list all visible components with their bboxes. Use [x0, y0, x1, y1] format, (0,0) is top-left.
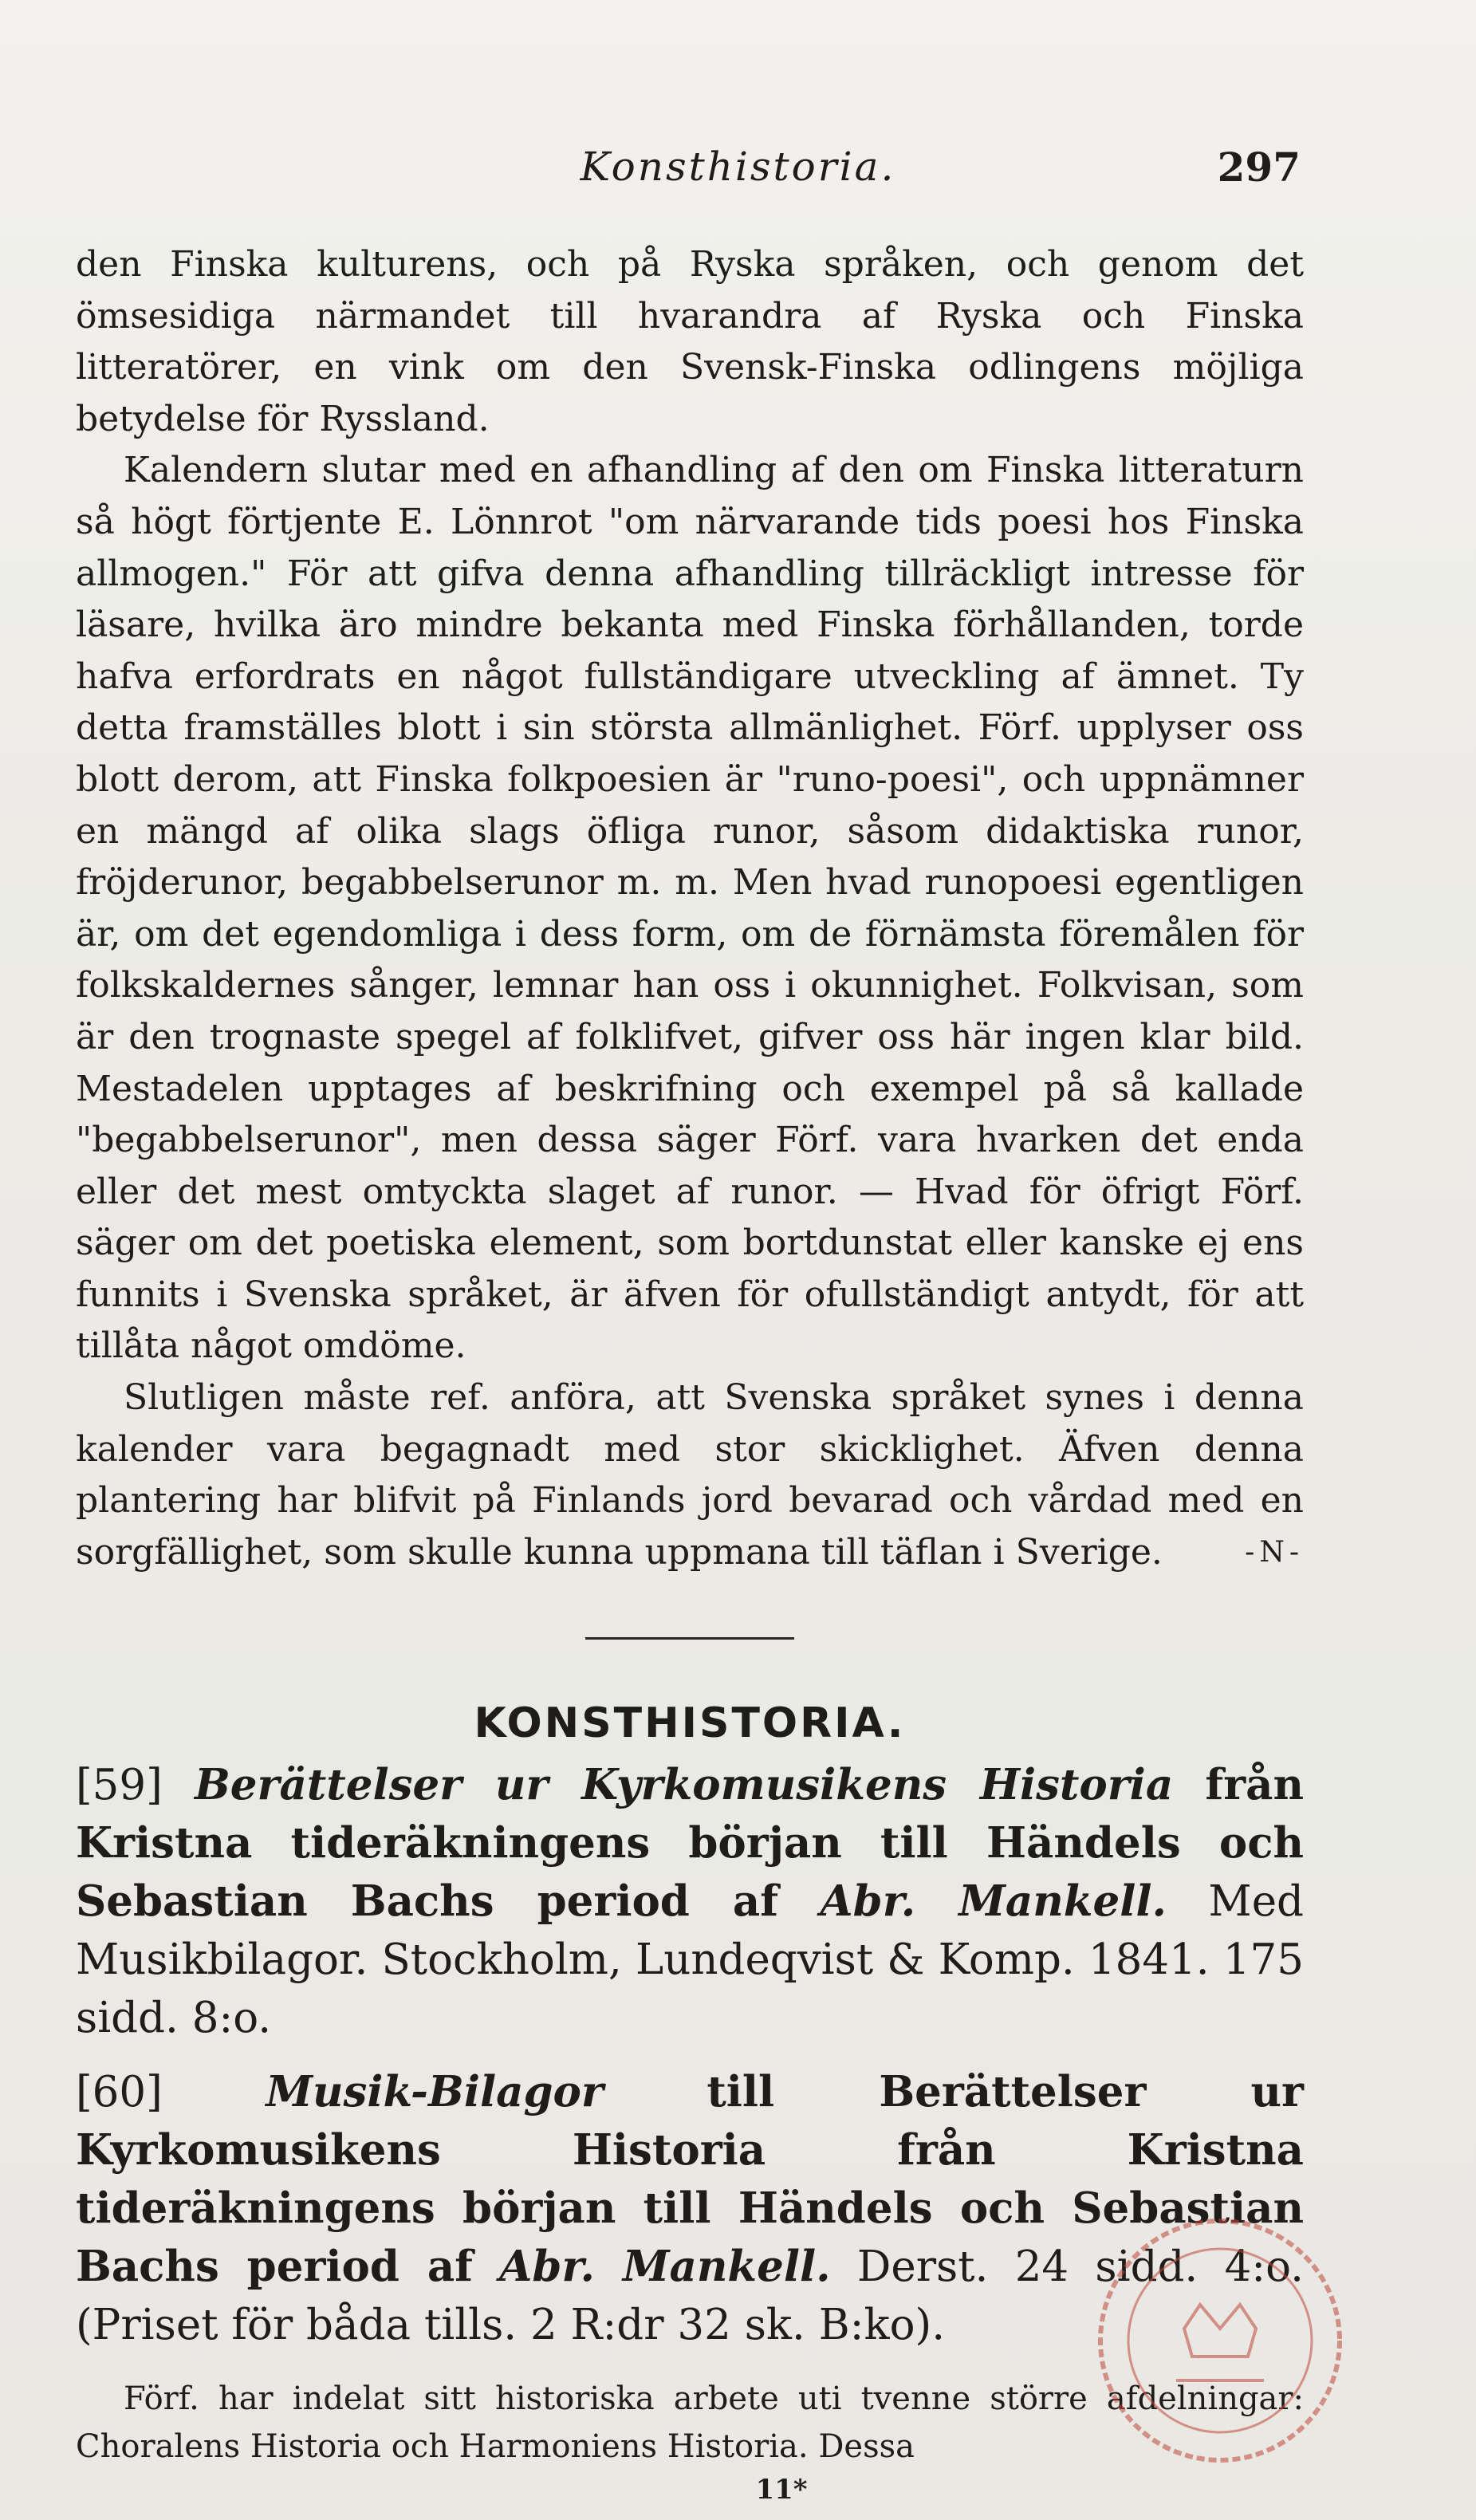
page-number: 297 [1217, 144, 1301, 191]
bibliography-entry [76, 1756, 1304, 2047]
entry-note: Förf. har indelat sitt historiska arbete uti tvenne större afdelningar: Choralens Historia och Harmoniens Historia. Dessa [76, 2380, 1304, 2466]
entry-bold-text: från Kristna tideräkningens början till Händels och Sebastian Bachs period af [76, 1760, 1304, 1927]
entry-number: [60] [76, 2068, 163, 2117]
paragraph-slutligen-text: Slutligen måste ref. anföra, att Svenska språket synes i denna kalender vara begagnadt med stor skicklighet. Äfven denna plantering har blifvit på Finlands jord bevarad och vårdad med en sorgfällighet, som skulle kunna uppmana till täflan i Sverige. [76, 1377, 1304, 1573]
library-stamp-icon [1088, 2209, 1352, 2472]
entry-title: Musik-Bilagor [266, 2067, 604, 2117]
entry-title: Berättelser ur Kyrkomusikens Historia [195, 1760, 1174, 1810]
entry-details: Med Musikbilagor. Stockholm, Lundeqvist & Komp. 1841. 175 sidd. 8:o. [76, 1877, 1304, 2043]
entry-details: Derst. 24 sidd. 4:o. (Priset för båda tills. 2 R:dr 32 sk. B:ko). [76, 2242, 1304, 2350]
reviewer-signature: -N- [1245, 1535, 1304, 1569]
running-title: Konsthistoria. [580, 144, 896, 190]
paragraph-continued: den Finska kulturens, och på Ryska språken, och genom det ömsesidiga närmandet till hvarandra af Ryska och Finska litteratörer, en vink om den Svensk-Finska odlingens möjliga betydelse för Ryssland. [76, 244, 1304, 439]
page-header [0, 144, 1476, 207]
entry-bold-text: till Berättelser ur Kyrkomusikens Historia från Kristna tideräkningens början till Händels och Sebastian Bachs period af [76, 2067, 1304, 2292]
stamp-crown-mark [1184, 2305, 1256, 2357]
sheet-signature: 11* [755, 2474, 808, 2506]
section-divider [585, 1637, 794, 1640]
entry-author: Abr. Mankell. [820, 1876, 1167, 1927]
section-title: KONSTHISTORIA. [474, 1699, 906, 1748]
stamp-outer-ring [1100, 2221, 1340, 2460]
entry-author: Abr. Mankell. [499, 2242, 831, 2292]
paragraph-kalendern: Kalendern slutar med en afhandling af den om Finska litteraturn så högt förtjente E. Lönnrot "om närvarande tids poesi hos Finska allmogen." För att gifva denna afhandling tillräckligt intresse för läsare, hvilka äro mindre bekanta med Finska förhållanden, torde hafva erfordrats en något fullständigare utveckling af ämnet. Ty detta framställes blott i sin största allmänlighet. Förf. upplyser oss blott derom, att Finska folkpoesien är "runo-poesi", och uppnämner en mängd af olika slags öfliga runor, såsom didaktiska runor, fröjderunor, begabbelserunor m. m. Men hvad runopoesi egentligen är, om det egendomliga i dess form, om de förnämsta föremålen för folkskaldernes sånger, lemnar han oss i okunnighet. Folkvisan, som är den trognaste spegel af folklifvet, gifver oss här ingen klar bild. Mestadelen upptages af beskrifning och exempel på så kallade "begabbelserunor", men dessa säger Förf. vara hvarken det enda eller det mest omtyckta slaget af runor. — Hvad för öfrigt Förf. säger om det poetiska element, som bortdunstat eller kanske ej ens funnits i Svenska språket, är äfven för ofullständigt antydt, för att tillåta något omdöme. [76, 450, 1304, 1367]
page-body [76, 239, 1304, 2506]
paragraph-slutligen [76, 1372, 1304, 1578]
entry-number: [59] [76, 1761, 163, 1810]
stamp-inner-ring [1128, 2249, 1312, 2432]
